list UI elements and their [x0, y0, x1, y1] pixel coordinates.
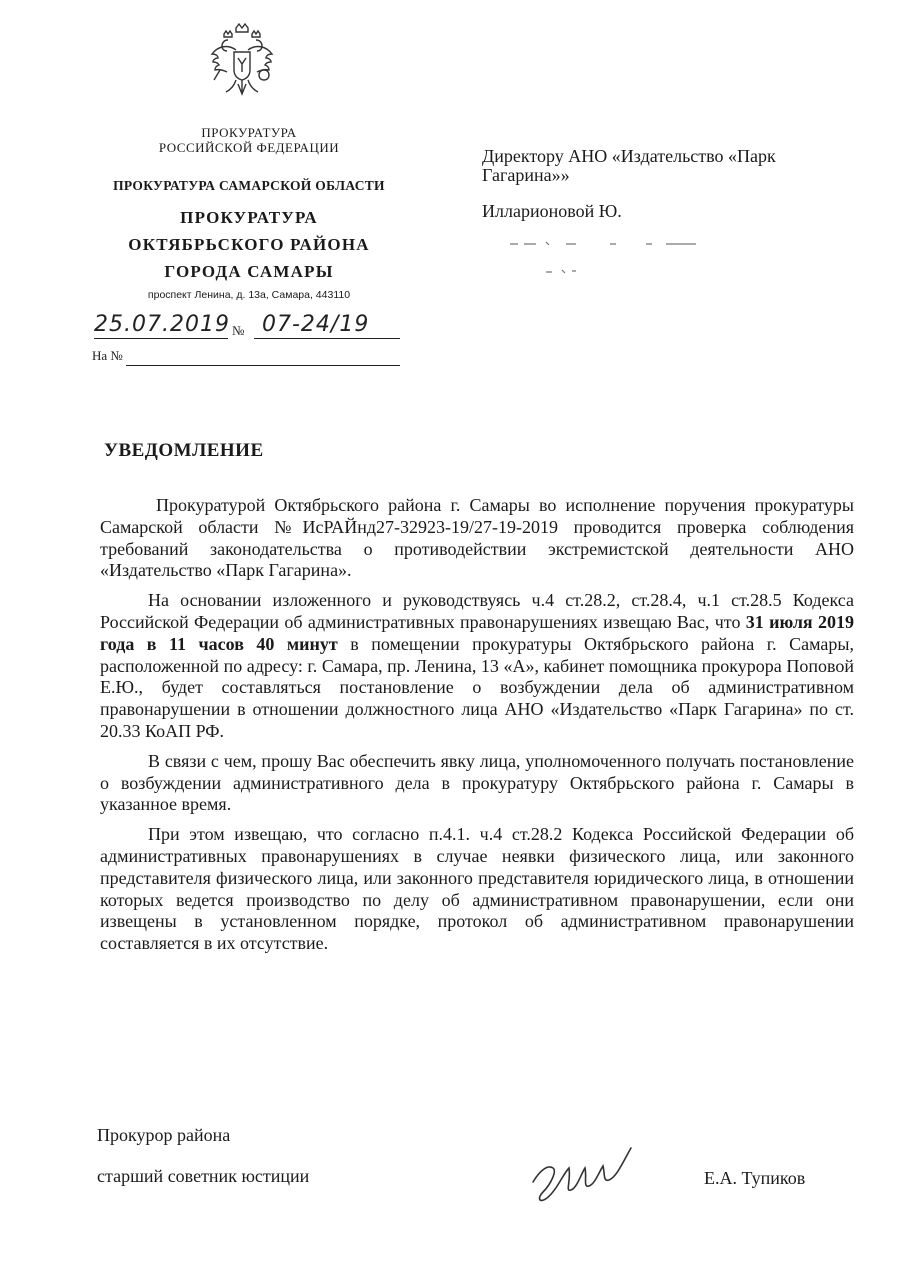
redacted-address-marks [506, 234, 706, 280]
registration-date: 25.07.2019 [94, 312, 230, 337]
office-name-line-2: ОКТЯБРЬСКОГО РАЙОНА [128, 235, 370, 254]
coat-of-arms-icon [206, 22, 278, 102]
paragraph-2-start: На основании изложенного и руководствуясь ч.4 ст.28.2, ст.28.4, ч.1 ст.28.5 Кодекса Российской Федерации об административных правонарушениях извещаю Вас, что [100, 590, 854, 632]
reply-reference-label: На № [92, 348, 123, 363]
office-address: проспект Ленина, д. 13а, Самара, 443110 [147, 289, 351, 301]
hearing-datetime: 31 июля 2019 года в 11 часов 40 минут [100, 611, 855, 654]
org-line-2: РОССИЙСКОЙ ФЕДЕРАЦИИ [158, 140, 340, 155]
paragraph-3: В связи с чем, прошу Вас обеспечить явку лица, уполномоченного получать постановление о возбуждении административного дела в прокуратуру Октябрьского района г. Самары в указанное время. [100, 750, 854, 815]
registration-number: 07-24/19 [262, 312, 370, 337]
number-sign: № [232, 323, 245, 338]
signatory-name: Е.А. Тупиков [704, 1168, 806, 1188]
paragraph-2 [100, 590, 854, 743]
addressee-name: Илларионовой Ю. [482, 201, 622, 221]
handwritten-signature [525, 1130, 665, 1210]
document-title: УВЕДОМЛЕНИЕ [104, 440, 264, 461]
date-underline [94, 338, 228, 339]
addressee-position: Директору АНО «Издательство «Парк Гагарина»» [482, 146, 776, 185]
number-underline [254, 338, 400, 339]
regional-office: ПРОКУРАТУРА САМАРСКОЙ ОБЛАСТИ [113, 178, 385, 193]
office-name-line-1: ПРОКУРАТУРА [180, 208, 318, 227]
paragraph-4: При этом извещаю, что согласно п.4.1. ч.4 ст.28.2 Кодекса Российской Федерации об административных правонарушениях в случае неявки физического лица, или законного представителя физического лица, или законного представителя юридического лица, в отношении которых ведется производство по делу об административном правонарушении, если они извещены в установленном порядке, протокол об административном правонарушении составляется в их отсутствие. [100, 824, 854, 954]
signatory-rank: старший советник юстиции [97, 1166, 310, 1186]
reply-reference-line [126, 365, 400, 366]
org-line-1: ПРОКУРАТУРА [201, 125, 297, 140]
office-name-line-3: ГОРОДА САМАРЫ [164, 262, 334, 281]
signatory-position: Прокурор района [97, 1125, 231, 1145]
document-body [100, 495, 854, 963]
paragraph-2-end: в помещении прокуратуры Октябрьского района г. Самары, расположенной по адресу: г. Самара, пр. Ленина, 13 «А», кабинет помощника прокурора Поповой Е.Ю., будет составляться постановление о возбуждении дела об административном правонарушении в отношении должностного лица АНО «Издательство «Парк Гагарина» по ст. 20.33 КоАП РФ. [100, 633, 854, 741]
paragraph-1: Прокуратурой Октябрьского района г. Самары во исполнение поручения прокуратуры Самарской области №ИсРАЙнд27-32923-19/27-19-2019 проводится проверка соблюдения требований законодательства о противодействии экстремистской деятельности АНО «Издательство «Парк Гагарина». [100, 495, 854, 581]
